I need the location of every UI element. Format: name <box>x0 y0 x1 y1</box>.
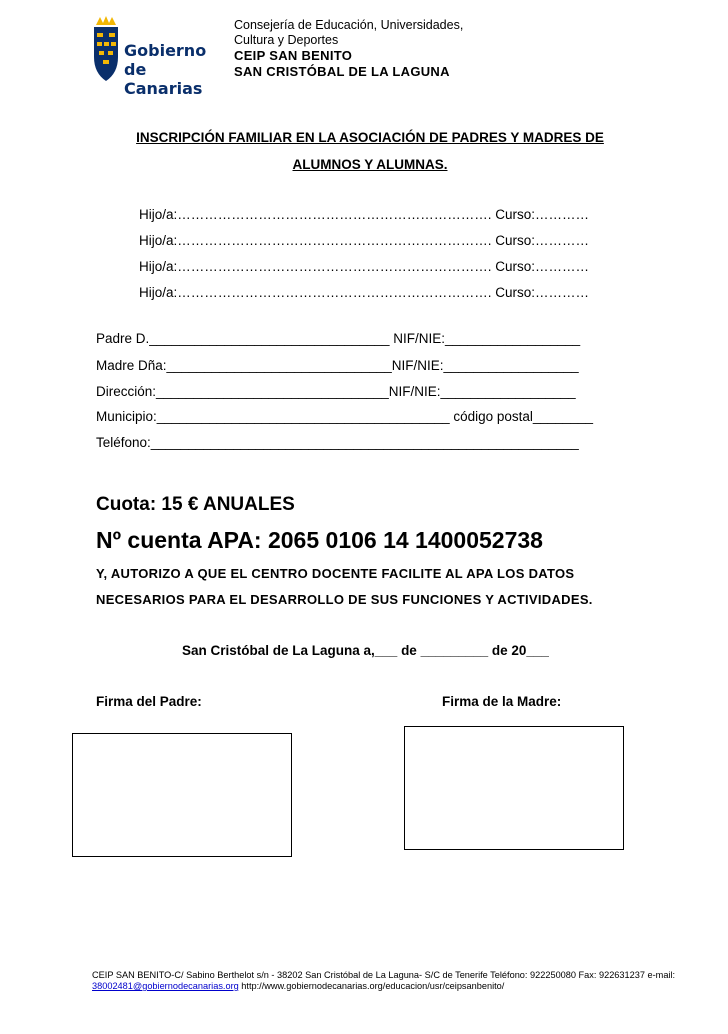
child-field-2[interactable]: Hijo/a:……………………………………………………………. Curso:………… <box>139 233 590 248</box>
child-field-4[interactable]: Hijo/a:……………………………………………………………. Curso:………… <box>139 285 590 300</box>
authorization-line-2: NECESARIOS PARA EL DESARROLLO DE SUS FUNCIONES Y ACTIVIDADES. <box>96 592 593 607</box>
header-school-name: CEIP SAN BENITO <box>234 48 353 63</box>
child-field-3[interactable]: Hijo/a:……………………………………………………………. Curso:………… <box>139 259 590 274</box>
gobierno-de-canarias-logo <box>90 15 230 98</box>
child-field-1[interactable]: Hijo/a:……………………………………………………………. Curso:………… <box>139 207 590 222</box>
municipality-field[interactable]: Municipio:_______________________________________ código postal________ <box>96 409 593 424</box>
header-cultura: Cultura y Deportes <box>234 33 339 47</box>
address-field[interactable]: Dirección:_______________________________NIF/NIE:__________________ <box>96 384 576 399</box>
mother-field[interactable]: Madre Dña:______________________________NIF/NIE:__________________ <box>96 358 579 373</box>
place-date-line[interactable]: San Cristóbal de La Laguna a,___ de _________ de 20___ <box>182 643 549 658</box>
logo-line-2: de Canarias <box>124 60 203 98</box>
mother-signature-label: Firma de la Madre: <box>442 694 562 709</box>
header-school-location: SAN CRISTÓBAL DE LA LAGUNA <box>234 64 450 79</box>
logo-line-1: Gobierno <box>124 41 207 60</box>
footer-contact <box>92 981 675 992</box>
fee-text: Cuota: 15 € ANUALES <box>96 494 295 515</box>
footer-email-link[interactable]: 38002481@gobiernodecanarias.org <box>92 981 239 991</box>
footer <box>92 970 675 992</box>
father-field[interactable]: Padre D.________________________________ NIF/NIE:__________________ <box>96 331 581 346</box>
header-block <box>234 18 463 80</box>
father-signature-label: Firma del Padre: <box>96 694 202 709</box>
mother-signature-box[interactable] <box>404 726 624 850</box>
header-consejeria: Consejería de Educación, Universidades, <box>234 18 464 32</box>
footer-web: http://www.gobiernodecanarias.org/educacion/usr/ceipsanbenito/ <box>238 981 505 991</box>
phone-field[interactable]: Teléfono:_________________________________________________________ <box>96 435 579 450</box>
father-signature-box[interactable] <box>72 733 292 857</box>
form-title-line-2: ALUMNOS Y ALUMNAS. <box>292 157 448 172</box>
authorization-line-1: Y, AUTORIZO A QUE EL CENTRO DOCENTE FACILITE AL APA LOS DATOS <box>96 566 575 581</box>
form-title-line-1: INSCRIPCIÓN FAMILIAR EN LA ASOCIACIÓN DE PADRES Y MADRES DE <box>136 130 604 145</box>
account-number-text: Nº cuenta APA: 2065 0106 14 1400052738 <box>96 527 543 553</box>
footer-address: CEIP SAN BENITO-C/ Sabino Berthelot s/n - 38202 San Cristóbal de La Laguna- S/C de Tenerife Teléfono: 922250080 Fax: 922631237 e-mail: <box>92 970 676 980</box>
